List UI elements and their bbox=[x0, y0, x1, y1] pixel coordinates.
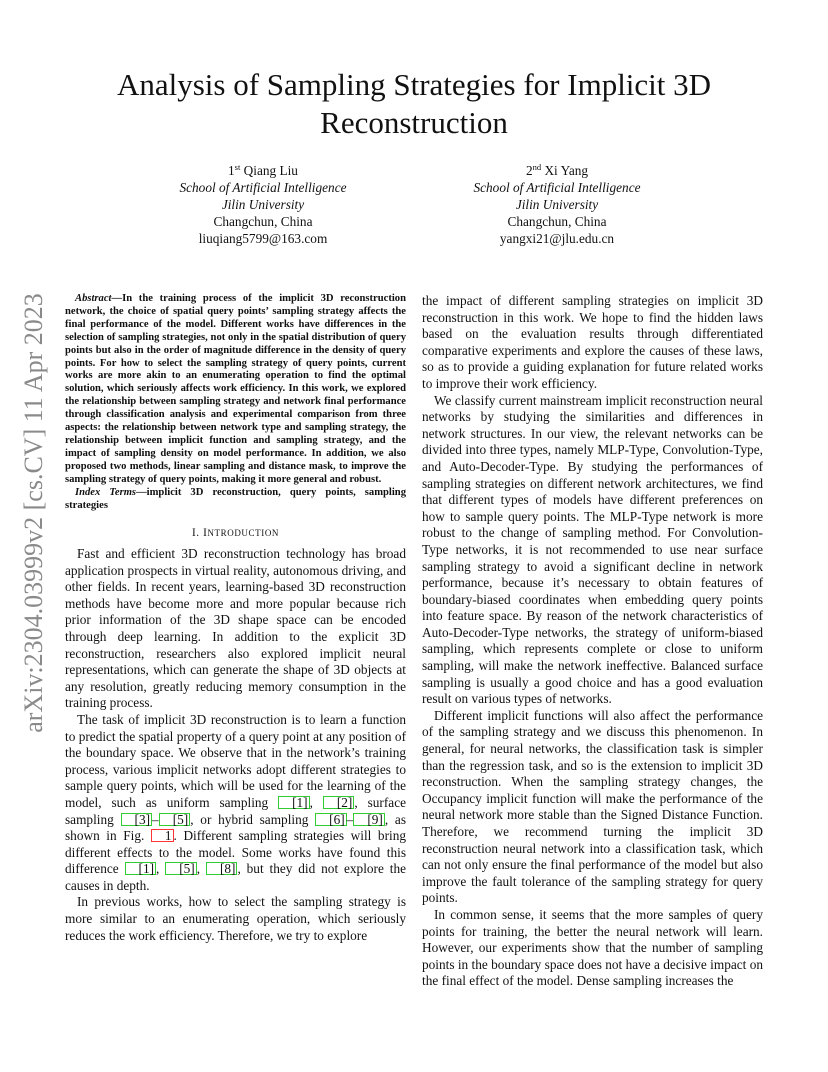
figure-link[interactable]: 1 bbox=[151, 829, 174, 842]
author-email[interactable]: liuqiang5799@163.com bbox=[198, 231, 328, 246]
citation-link[interactable]: [5] bbox=[165, 862, 197, 875]
author-ordinal: 2 bbox=[525, 163, 533, 178]
index-terms-lead: Index Terms bbox=[75, 486, 137, 498]
author-department: School of Artificial Intelligence bbox=[473, 180, 641, 195]
paragraph-text: , but they did not explore the causes in depth. bbox=[65, 861, 406, 893]
intro-paragraph-4: We classify current mainstream implicit reconstruction neural networks by studying the similarities and differences in network structures. In our view, the relevant networks can be divided into three types, namely MLP-Type, Convolution-Type, and Auto-Decoder-Type. By studying the performances of sampling strategies on different network architectures, we find that different types of models have different preferences on how to sample query points. The MLP-Type network is more robust to the change of sampling method. For Convolution-Type networks, it is not recommended to use near surface sampling strategy to avoid a significant decline in network performance, because it’s necessary to obtain features of boundary-biased coordinates when embedding query points into feature space. By reason of the network characteristics of Auto-Decoder-Type networks, the strategy of uniform-biased sampling, which represents complete or close to uniform sampling, will make the network ineffective. Balanced surface sampling is usually a good choice and has a good evaluation result on various types of networks. bbox=[422, 392, 763, 707]
author-department: School of Artificial Intelligence bbox=[179, 180, 347, 195]
intro-paragraph-6: In common sense, it seems that the more samples of query points for training, the better the neural network will learn. However, our experiments show that the number of sampling points in the boundary space does not have a decisive impact on the final effect of the model. Dense sampling increases the bbox=[422, 906, 763, 989]
citation-link[interactable]: [6] bbox=[315, 813, 347, 826]
index-terms-text: —implicit 3D reconstruction, query points, sampling strategies bbox=[65, 486, 406, 511]
left-column bbox=[65, 293, 406, 944]
author-block-1 bbox=[143, 162, 383, 247]
abstract bbox=[65, 293, 406, 487]
paper-title: Analysis of Sampling Strategies for Implicit 3D Reconstruction bbox=[116, 67, 712, 140]
index-terms bbox=[65, 487, 406, 513]
author-name: Qiang Liu bbox=[243, 163, 298, 178]
arxiv-identifier[interactable]: arXiv:2304.03999v2 [cs.CV] 11 Apr 2023 bbox=[19, 293, 48, 733]
author-name-line bbox=[437, 162, 677, 179]
citation-link[interactable]: [2] bbox=[323, 796, 355, 809]
citation-link[interactable]: [9] bbox=[353, 813, 385, 826]
author-name: Xi Yang bbox=[544, 163, 589, 178]
citation-link[interactable]: [1] bbox=[125, 862, 157, 875]
author-university: Jilin University bbox=[515, 197, 599, 212]
author-city: Changchun, China bbox=[213, 214, 313, 229]
section-heading: I. INTRODUCTION bbox=[191, 527, 280, 540]
paragraph-text: , as shown in Fig. bbox=[65, 811, 407, 844]
author-city: Changchun, China bbox=[507, 214, 607, 229]
author-ordinal: 1 bbox=[228, 163, 235, 178]
intro-paragraph-1: Fast and efficient 3D reconstruction technology has broad application prospects in virtual reality, autonomous driving, and other fields. In recent years, learning-based 3D reconstruction methods have become more and more popular because rich prior information of the 3D shape space can be encoded through deep learning. In addition to the explicit 3D reconstruction, researchers also explored implicit neural representations, which can generate the shape of 3D objects at any resolution, greatly reducing memory consumption in the training process. bbox=[65, 546, 406, 711]
paragraph-text: , or hybrid sampling bbox=[190, 811, 316, 827]
paragraph-text: The task of implicit 3D reconstruction is to learn a function to predict the spatial property of a query point at any position of the boundary space. We observe that in the network’s training process, various implicit networks adopt different strategies to sample query points, which will be used for the learning of the model, such as uniform sampling bbox=[65, 711, 406, 810]
citation-link[interactable]: [8] bbox=[206, 862, 238, 875]
intro-paragraph-2: The task of implicit 3D reconstruction is to learn a function to predict the spatial property of a query point at any position of the boundary space. We observe that in the network’s training process, various implicit networks adopt different strategies to sample query points, which will be used for the learning of the model, such as uniform sampling [1] , [2] , surface sampling [3] – [5] , or hybrid sampling [6] – [9] , as shown in Fig. 1 . Different sampling strategies will bring different effects to the model. Some works have found this difference [1] , [5] , [8] , but they did not explore the causes in depth. bbox=[65, 711, 407, 893]
citation-link[interactable]: [1] bbox=[278, 796, 310, 809]
arxiv-sidebar bbox=[19, 293, 48, 733]
paragraph-text: surface sampling bbox=[65, 794, 406, 827]
intro-paragraph-5: Different implicit functions will also affect the performance of the sampling strategy and we discuss this phenomenon. In general, for neural networks, the classification task is simpler than the regression task, and so is the extension to implicit 3D reconstruction. When the sampling strategy changes, the Occupancy implicit function will make the performance of the neural network more stable than the Signed Distance Function. Therefore, we recommend turning the implicit 3D reconstruction neural network into a classification task, which can not only ensure the final performance of the model but also improve the fault tolerance of the sampling strategy for query points. bbox=[422, 707, 763, 906]
citation-link[interactable]: [5] bbox=[159, 813, 191, 826]
author-university: Jilin University bbox=[221, 197, 305, 212]
author-name-line bbox=[143, 162, 383, 179]
author-ordinal-suffix: nd bbox=[532, 162, 542, 172]
intro-paragraph-3: In previous works, how to select the sampling strategy is more similar to an enumerating operation, which seriously reduces the work efficiency. Therefore, we try to explore bbox=[65, 894, 406, 943]
abstract-lead: Abstract bbox=[75, 293, 112, 304]
citation-link[interactable]: [3] bbox=[121, 813, 153, 826]
right-column bbox=[422, 293, 763, 990]
paragraph-text: . Different sampling strategies will bring different effects to the model. Some works have found this difference bbox=[65, 828, 406, 877]
abstract-text: —In the training process of the implicit 3D reconstruction network, the choice of spatial query points’ sampling strategy affects the final performance of the model. Different works have differences in the selection of sampling strategies, not only in the spatial distribution of query points but also in the order of magnitude difference in the density of query points. For how to select the sampling strategy of query points, current works are more akin to an enumerating operation to find the optimal solution, which seriously affects work efficiency. In this work, we explored the relationship between sampling strategy and network final performance through classification analysis and experimental comparison from three aspects: the relationship between network type and sampling strategy, the relationship between implicit function and sampling strategy, and the impact of sampling density on model performance. In addition, we also proposed two methods, linear sampling and distance mask, to improve the sampling strategy of query points, making it more general and robust. bbox=[65, 293, 406, 485]
author-email[interactable]: yangxi21@jlu.edu.cn bbox=[499, 231, 615, 246]
author-ordinal-suffix: st bbox=[234, 162, 241, 172]
intro-paragraph-3-continued: the impact of different sampling strategies on implicit 3D reconstruction in this work. We hope to find the hidden laws based on the evaluation results through differentiated comparative experiments and explore the causes of these laws, so as to provide a guiding explanation for future related works to improve their work efficiency. bbox=[422, 293, 763, 391]
author-block-2 bbox=[437, 162, 677, 247]
